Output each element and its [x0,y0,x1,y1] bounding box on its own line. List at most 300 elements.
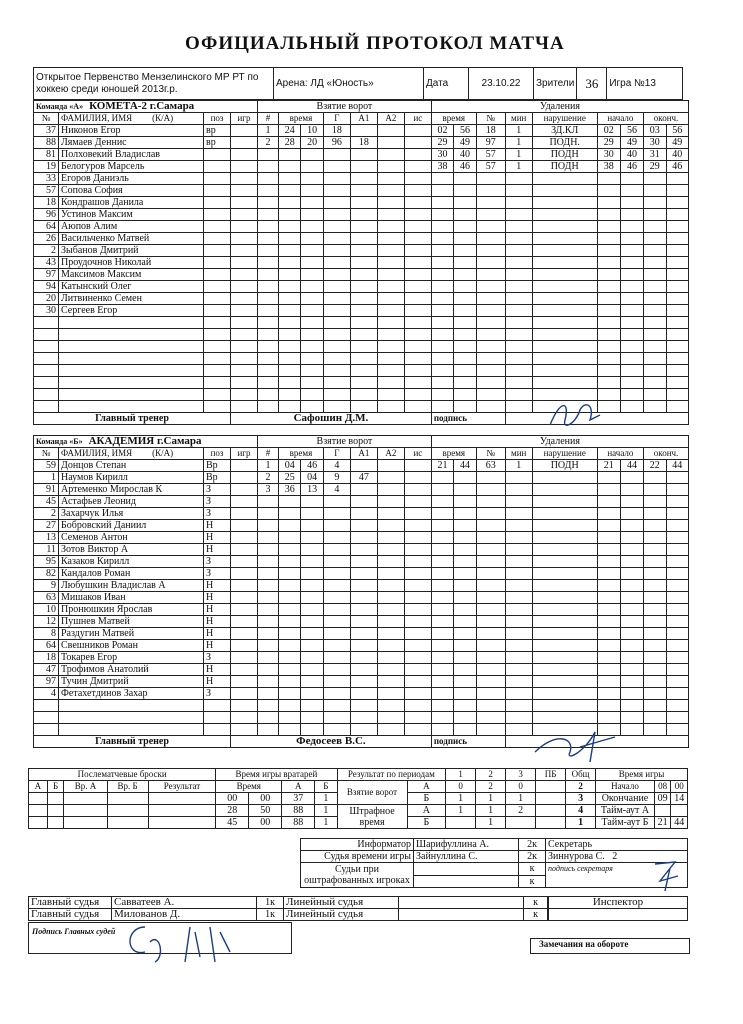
cell [620,293,643,305]
cell [258,496,279,508]
cell [454,532,476,544]
cell [532,604,597,616]
cell [620,401,643,413]
cell [454,580,476,592]
cell [644,712,666,724]
cell [350,496,377,508]
table-row [34,532,689,544]
cell [279,688,301,700]
cell [532,532,597,544]
col-violation: нарушение [532,448,597,460]
secretary-label: Секретарь [546,839,688,851]
cell [404,401,431,413]
gt-s [671,805,688,817]
cell [323,185,350,197]
goal-sec: 20 [301,137,323,149]
cell [620,664,643,676]
cell [597,377,620,389]
cell [644,305,666,317]
goal-assist-2 [377,472,404,484]
cell [258,712,279,724]
cell [323,592,350,604]
cell [323,544,350,556]
team-a-section [33,100,689,425]
cell [597,568,620,580]
informator-label: Информатор [301,839,414,851]
player-name: Мишаков Иван [59,592,204,604]
penalty-judge-1 [414,863,519,876]
pen-end-s: 46 [666,161,688,173]
cell [404,257,431,269]
goalie-a: 37 [282,793,315,805]
coach-b-signature [530,722,620,767]
col-goal-time: время [279,113,324,125]
cell [404,233,431,245]
referees [28,896,548,921]
player-position: Н [204,640,231,652]
cell [404,185,431,197]
cell [505,257,532,269]
table-row [34,365,689,377]
cell [644,508,666,520]
referees-signature [115,912,245,972]
cell [505,724,532,736]
cell [323,508,350,520]
cell [279,556,301,568]
cell [34,365,59,377]
cell [231,508,258,520]
player-position: З [204,508,231,520]
cell [505,664,532,676]
cell [350,568,377,580]
col-pos: поз [204,113,231,125]
table-row [34,688,689,700]
player-number: 43 [34,257,59,269]
col-pen-num: № [476,113,505,125]
cell [301,317,323,329]
line-ref-2-cat: к [524,909,548,921]
cell [454,341,476,353]
period-2: 2 [476,769,506,781]
cell [34,341,59,353]
cell [377,233,404,245]
cell [350,161,377,173]
cell [532,628,597,640]
player-number: 33 [34,173,59,185]
cell [666,640,688,652]
pen-end-m: 31 [644,149,666,161]
cell [231,604,258,616]
cell [597,245,620,257]
secretary-sig-label: подпись секретаря [548,864,613,873]
cell [350,377,377,389]
player-number: 91 [34,484,59,496]
pen-min: 21 [431,460,453,472]
cell [404,580,431,592]
player-number: 18 [34,197,59,209]
cell [666,532,688,544]
cell [301,149,323,161]
cell [404,472,431,484]
goal-number: 2 [258,472,279,484]
cell [666,496,688,508]
cell [29,805,48,817]
ka-header: (К/А) [152,448,174,458]
cell [597,532,620,544]
gt-label: Тайм-аут Б [596,817,655,829]
goalie-s: 00 [249,793,282,805]
player-position: Н [204,628,231,640]
total-label: Общ [566,769,596,781]
pen-start-s: 46 [620,161,643,173]
cell [231,628,258,640]
cell [644,484,666,496]
player-position: З [204,688,231,700]
cell [64,805,107,817]
cell [505,532,532,544]
cell [377,245,404,257]
cell [476,652,505,664]
cell [597,700,620,712]
cell [666,329,688,341]
cell [258,389,279,401]
cell [666,317,688,329]
cell [279,401,301,413]
table-row [34,293,689,305]
cell [644,197,666,209]
coach-a-signature [540,395,610,435]
cell [34,389,59,401]
cell [231,389,258,401]
cell [666,377,688,389]
goal-number: 2 [258,137,279,149]
cell [431,568,453,580]
pen-min: 29 [431,137,453,149]
pen-a-p3: 2 [506,805,536,817]
cell [258,640,279,652]
cell [620,257,643,269]
goal-assist-2 [377,484,404,496]
cell [34,724,59,736]
cell [666,724,688,736]
cell [231,149,258,161]
cell [620,724,643,736]
cell [231,568,258,580]
goal-sec: 46 [301,460,323,472]
cell [377,688,404,700]
cell [620,484,643,496]
player-position [204,305,231,317]
pen-player: 57 [476,149,505,161]
player-name: Наумов Кирилл [59,472,204,484]
cell [148,817,216,829]
cell [666,173,688,185]
cell [620,592,643,604]
cell [532,496,597,508]
cell [666,664,688,676]
cell [279,329,301,341]
cell [404,209,431,221]
cell [454,401,476,413]
cell [258,628,279,640]
cell [620,616,643,628]
cell [231,269,258,281]
cell [644,185,666,197]
player-position [204,185,231,197]
page-title: ОФИЦИАЛЬНЫЙ ПРОТОКОЛ МАТЧА [185,33,565,54]
cell [505,472,532,484]
player-position: вр [204,137,231,149]
goalie-m: 45 [216,817,249,829]
pen-player: 57 [476,161,505,173]
cell [620,544,643,556]
cell [454,389,476,401]
cell [666,676,688,688]
cell [532,305,597,317]
cell [532,688,597,700]
period-so: ПБ [536,769,566,781]
remarks-label: Замечания на обороте [539,939,629,949]
cell [666,508,688,520]
cell [323,317,350,329]
player-name: Трофимов Анатолий [59,664,204,676]
cell [505,353,532,365]
cell [666,544,688,556]
penalties-header: Удаления [431,436,688,448]
cell [350,281,377,293]
cell [666,556,688,568]
remarks-box [530,938,690,954]
cell [644,401,666,413]
cell [404,724,431,736]
table-row [34,257,689,269]
cell [279,341,301,353]
cell [279,209,301,221]
cell [279,532,301,544]
cell [29,817,48,829]
cell [597,293,620,305]
cell [644,532,666,544]
cell [454,281,476,293]
pen-start-m: 29 [597,137,620,149]
cell [431,365,453,377]
cell [231,353,258,365]
cell [431,221,453,233]
cell [323,377,350,389]
cell [644,221,666,233]
cell [323,568,350,580]
cell [454,317,476,329]
pen-end-s: 49 [666,137,688,149]
cell [431,401,453,413]
player-position [204,269,231,281]
cell [431,508,453,520]
cell [404,377,431,389]
cell [301,544,323,556]
cell [204,401,231,413]
cell [666,568,688,580]
cell [476,401,505,413]
cell [404,389,431,401]
cell [377,269,404,281]
cell [476,293,505,305]
cell [476,221,505,233]
cell [644,353,666,365]
cell [505,712,532,724]
cell [301,580,323,592]
timekeeper-label: Судья времени игры [301,851,414,863]
cell [34,700,59,712]
cell [476,377,505,389]
player-number: 4 [34,688,59,700]
pen-b-so [536,817,566,829]
cell [454,640,476,652]
cell [476,305,505,317]
col-name [59,448,204,460]
col-pen-num: № [476,448,505,460]
cell [377,389,404,401]
cell [258,532,279,544]
player-number: 95 [34,556,59,568]
cell [505,173,532,185]
cell [204,365,231,377]
cell [301,688,323,700]
cell [258,676,279,688]
cell [431,652,453,664]
player-number: 1 [34,472,59,484]
cell [258,329,279,341]
player-position [204,197,231,209]
col-is: ис [404,448,431,460]
total-pen-b: 1 [566,817,596,829]
cell [377,305,404,317]
cell [404,269,431,281]
cell [377,724,404,736]
cell [301,329,323,341]
cell [644,173,666,185]
col-name [59,113,204,125]
cell [404,221,431,233]
cell [231,377,258,389]
table-row [34,508,689,520]
cell [258,544,279,556]
inspector-box [548,896,688,921]
table-row [34,317,689,329]
cell [279,269,301,281]
cell [431,209,453,221]
cell [476,281,505,293]
table-row [34,269,689,281]
cell [505,401,532,413]
cell [431,197,453,209]
goalie-a: 88 [282,817,315,829]
cell [454,664,476,676]
player-position: Н [204,592,231,604]
player-name: Кандалов Роман [59,568,204,580]
cell [404,664,431,676]
cell [505,245,532,257]
cell [431,640,453,652]
cell [505,640,532,652]
timekeeper-name: Зайнуллина С. [414,851,519,863]
cell [454,568,476,580]
col-end: оконч. [644,448,689,460]
cell [597,616,620,628]
table-row [34,460,689,472]
cell [377,508,404,520]
cell [476,556,505,568]
col-pen-time: время [431,113,476,125]
pen-minutes: 1 [505,149,532,161]
table-row [34,281,689,293]
head-coach-name: Федосеев В.С. [231,736,432,748]
cell [59,341,204,353]
cell [204,389,231,401]
player-position: вр [204,125,231,137]
cell [323,245,350,257]
pen-sec: 49 [454,137,476,149]
cell [620,185,643,197]
cell [377,652,404,664]
cell [666,197,688,209]
cell [279,676,301,688]
cell [532,221,597,233]
cell [454,245,476,257]
cell [404,712,431,724]
total-goals-b: 3 [566,793,596,805]
cell [454,700,476,712]
cell [431,688,453,700]
cell [454,712,476,724]
cell [377,401,404,413]
col-a1: А1 [350,448,377,460]
goalie-m: 00 [216,793,249,805]
col-a1: А1 [350,113,377,125]
pen-end-m: 03 [644,125,666,137]
table-row [34,592,689,604]
player-number: 96 [34,209,59,221]
cell [666,580,688,592]
cell [301,257,323,269]
cell [301,305,323,317]
cell [476,628,505,640]
cell [620,508,643,520]
cell [532,616,597,628]
cell [532,472,597,484]
cell [323,664,350,676]
cell [476,520,505,532]
cell [404,137,431,149]
player-name: Белогуров Марсель [59,161,204,173]
player-name: Зыбанов Дмитрий [59,245,204,257]
pen-a-so [536,805,566,817]
cell [620,173,643,185]
cell [454,329,476,341]
line-ref-1 [399,897,524,909]
cell [279,293,301,305]
cell [404,305,431,317]
cell [279,281,301,293]
pen-sec: 44 [454,460,476,472]
player-number: 82 [34,568,59,580]
cell [59,712,204,724]
pen-a-p2: 1 [476,805,506,817]
team-b-section [33,435,689,748]
cell [231,592,258,604]
cell [258,604,279,616]
player-name: Донцов Степан [59,460,204,472]
cell [377,628,404,640]
